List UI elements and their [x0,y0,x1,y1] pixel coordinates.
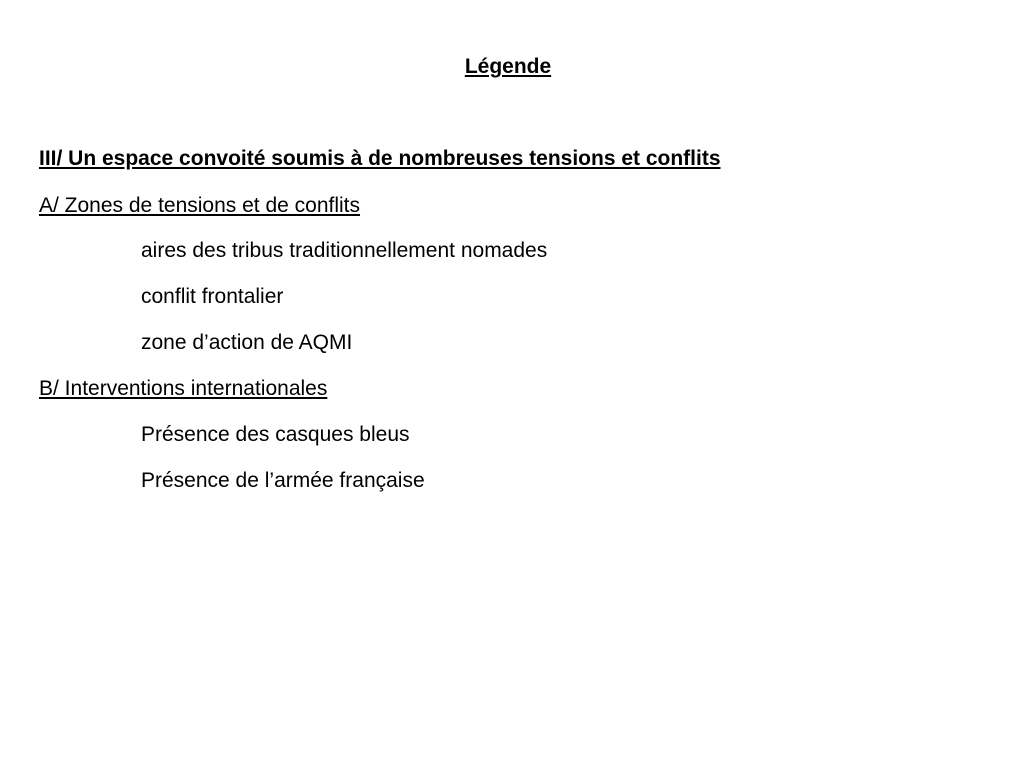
legend-item-aqmi-zone: zone d’action de AQMI [141,331,353,354]
legend-item-nomad-areas: aires des tribus traditionnellement nomades [141,239,548,262]
section-heading: III/ Un espace convoité soumis à de nombreuses tensions et conflits [39,147,721,170]
legend-item-blue-helmets: Présence des casques bleus [141,423,410,446]
legend-title: Légende [464,55,552,78]
group-a-heading: A/ Zones de tensions et de conflits [39,194,361,217]
legend-item-border-conflict: conflit frontalier [141,285,284,308]
legend-item-french-army: Présence de l’armée française [141,469,425,492]
group-b-heading: B/ Interventions internationales [39,377,328,400]
